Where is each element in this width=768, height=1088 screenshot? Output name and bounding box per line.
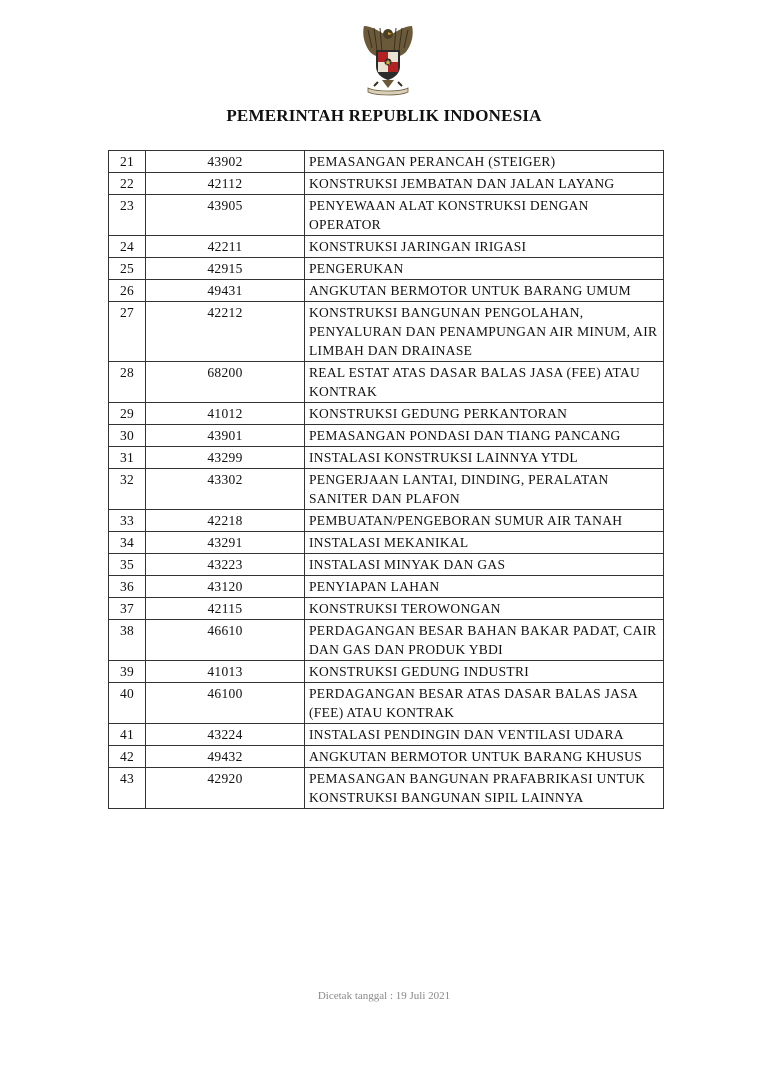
kbli-code: 43901	[146, 425, 305, 447]
table-row	[109, 447, 664, 469]
row-description: PENGERJAAN LANTAI, DINDING, PERALATAN SANITER DAN PLAFON	[305, 469, 664, 510]
table-row	[109, 302, 664, 362]
row-number: 36	[109, 576, 146, 598]
row-description: INSTALASI PENDINGIN DAN VENTILASI UDARA	[305, 724, 664, 746]
row-description: KONSTRUKSI JARINGAN IRIGASI	[305, 236, 664, 258]
row-description: ANGKUTAN BERMOTOR UNTUK BARANG UMUM	[305, 280, 664, 302]
row-description: PEMBUATAN/PENGEBORAN SUMUR AIR TANAH	[305, 510, 664, 532]
table-row	[109, 661, 664, 683]
row-number: 26	[109, 280, 146, 302]
kbli-code: 68200	[146, 362, 305, 403]
row-description: PENYEWAAN ALAT KONSTRUKSI DENGAN OPERATOR	[305, 195, 664, 236]
kbli-code: 42115	[146, 598, 305, 620]
row-number: 34	[109, 532, 146, 554]
row-number: 40	[109, 683, 146, 724]
kbli-table	[108, 150, 664, 809]
kbli-code: 42211	[146, 236, 305, 258]
kbli-code: 42218	[146, 510, 305, 532]
page-title: PEMERINTAH REPUBLIK INDONESIA	[226, 106, 542, 125]
table-row	[109, 258, 664, 280]
table-row	[109, 403, 664, 425]
row-number: 39	[109, 661, 146, 683]
row-number: 37	[109, 598, 146, 620]
row-description: PENGERUKAN	[305, 258, 664, 280]
kbli-code: 42112	[146, 173, 305, 195]
kbli-code: 43302	[146, 469, 305, 510]
table-row	[109, 469, 664, 510]
table-row	[109, 576, 664, 598]
kbli-code: 41012	[146, 403, 305, 425]
row-number: 33	[109, 510, 146, 532]
table-row	[109, 598, 664, 620]
table-row	[109, 280, 664, 302]
row-description: INSTALASI KONSTRUKSI LAINNYA YTDL	[305, 447, 664, 469]
kbli-code: 42212	[146, 302, 305, 362]
table-row	[109, 620, 664, 661]
table-row	[109, 510, 664, 532]
table-row	[109, 532, 664, 554]
table-row	[109, 362, 664, 403]
kbli-code: 43902	[146, 151, 305, 173]
row-number: 27	[109, 302, 146, 362]
row-number: 29	[109, 403, 146, 425]
row-description: PEMASANGAN BANGUNAN PRAFABRIKASI UNTUK KONSTRUKSI BANGUNAN SIPIL LAINNYA	[305, 768, 664, 809]
table-row	[109, 554, 664, 576]
row-description: PEMASANGAN PONDASI DAN TIANG PANCANG	[305, 425, 664, 447]
print-date: Dicetak tanggal : 19 Juli 2021	[317, 990, 451, 1002]
table-row	[109, 173, 664, 195]
row-description: PERDAGANGAN BESAR BAHAN BAKAR PADAT, CAIR DAN GAS DAN PRODUK YBDI	[305, 620, 664, 661]
row-number: 41	[109, 724, 146, 746]
row-description: REAL ESTAT ATAS DASAR BALAS JASA (FEE) ATAU KONTRAK	[305, 362, 664, 403]
row-description: KONSTRUKSI GEDUNG INDUSTRI	[305, 661, 664, 683]
row-number: 24	[109, 236, 146, 258]
row-description: INSTALASI MINYAK DAN GAS	[305, 554, 664, 576]
kbli-code: 43223	[146, 554, 305, 576]
kbli-code: 46100	[146, 683, 305, 724]
kbli-code: 43120	[146, 576, 305, 598]
row-description: KONSTRUKSI TEROWONGAN	[305, 598, 664, 620]
kbli-code: 41013	[146, 661, 305, 683]
row-number: 31	[109, 447, 146, 469]
table-row	[109, 425, 664, 447]
row-description: INSTALASI MEKANIKAL	[305, 532, 664, 554]
table-row	[109, 236, 664, 258]
table-row	[109, 195, 664, 236]
row-number: 32	[109, 469, 146, 510]
kbli-code: 43905	[146, 195, 305, 236]
kbli-code: 46610	[146, 620, 305, 661]
row-description: PEMASANGAN PERANCAH (STEIGER)	[305, 151, 664, 173]
row-description: KONSTRUKSI GEDUNG PERKANTORAN	[305, 403, 664, 425]
row-number: 28	[109, 362, 146, 403]
row-number: 43	[109, 768, 146, 809]
row-number: 21	[109, 151, 146, 173]
kbli-code: 43224	[146, 724, 305, 746]
kbli-code: 42920	[146, 768, 305, 809]
row-number: 30	[109, 425, 146, 447]
row-description: KONSTRUKSI BANGUNAN PENGOLAHAN, PENYALURAN DAN PENAMPUNGAN AIR MINUM, AIR LIMBAH DAN DRAINASE	[305, 302, 664, 362]
kbli-code: 49431	[146, 280, 305, 302]
row-description: PERDAGANGAN BESAR ATAS DASAR BALAS JASA (FEE) ATAU KONTRAK	[305, 683, 664, 724]
table-row	[109, 768, 664, 809]
row-number: 25	[109, 258, 146, 280]
kbli-code: 43291	[146, 532, 305, 554]
garuda-emblem-icon	[352, 22, 424, 96]
row-description: ANGKUTAN BERMOTOR UNTUK BARANG KHUSUS	[305, 746, 664, 768]
row-number: 35	[109, 554, 146, 576]
row-description: PENYIAPAN LAHAN	[305, 576, 664, 598]
row-number: 23	[109, 195, 146, 236]
row-number: 42	[109, 746, 146, 768]
table-row	[109, 746, 664, 768]
row-description: KONSTRUKSI JEMBATAN DAN JALAN LAYANG	[305, 173, 664, 195]
kbli-code: 43299	[146, 447, 305, 469]
row-number: 38	[109, 620, 146, 661]
kbli-code: 42915	[146, 258, 305, 280]
table-row	[109, 724, 664, 746]
table-row	[109, 683, 664, 724]
kbli-code: 49432	[146, 746, 305, 768]
row-number: 22	[109, 173, 146, 195]
table-row	[109, 151, 664, 173]
